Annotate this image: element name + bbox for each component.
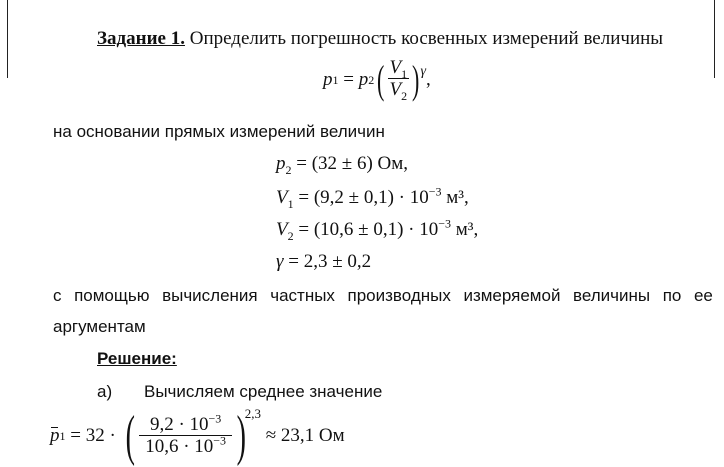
step-a-text: Вычисляем среднее значение [144, 382, 383, 401]
result-value: ≈ 23,1 Ом [260, 425, 345, 446]
method-word: величины [573, 286, 651, 305]
frac-num-sub: 1 [401, 66, 408, 81]
measurement-value: = (10,6 ± 0,1) · 10 [293, 219, 439, 240]
frac-den: V [389, 79, 402, 100]
measurement-unit: м³, [451, 219, 479, 240]
measurement-var: γ [276, 251, 284, 272]
formula-lhs: p [323, 68, 333, 90]
page-border-left [7, 0, 8, 78]
result-den: 10,6 · 10 [145, 435, 214, 457]
task-label: Задание 1. [97, 28, 185, 49]
measurement-var: p [276, 153, 286, 174]
result-right-paren: ) [236, 405, 247, 467]
step-a [97, 381, 382, 403]
result-left-paren: ( [125, 405, 135, 467]
result-equals: = 32 · [65, 425, 121, 446]
measurement-p2 [276, 153, 408, 175]
measurement-var: V [276, 219, 288, 240]
frac-den-sub: 2 [401, 88, 408, 103]
formula-rhs: p [358, 68, 369, 90]
method-word: с [53, 286, 62, 305]
measurement-value: = (32 ± 6) Ом, [291, 153, 409, 174]
measurement-sub: 1 [287, 196, 294, 211]
measurement-value: = (9,2 ± 0,1) · 10 [293, 187, 429, 208]
right-paren: ) [412, 56, 420, 102]
result-fraction [139, 411, 232, 458]
task-title [97, 28, 663, 50]
result-den-pow: −3 [213, 433, 227, 448]
task-text: Определить погрешность косвенных измерений величины [184, 28, 664, 49]
main-formula: p 1 = p 2 ( $\frac{V_1}{V_2}$ ) γ , [323, 56, 431, 103]
measurement-pow: −3 [438, 216, 452, 231]
method-text [53, 285, 713, 307]
left-paren: ( [377, 56, 385, 102]
measurement-sub: 2 [285, 162, 292, 177]
measurement-value: = 2,3 ± 0,2 [283, 251, 372, 272]
result-lhs: p [50, 425, 60, 446]
measurement-v2 [276, 216, 479, 243]
method-word: по [662, 286, 682, 305]
measurement-var: V [276, 187, 288, 208]
method-word: производных [347, 286, 451, 305]
method-word: измеряемой [463, 286, 561, 305]
page-border-right [714, 0, 715, 78]
solution-heading: Решение: [97, 349, 177, 368]
formula-exponent: γ [420, 63, 427, 79]
method-word: ее [693, 286, 713, 305]
formula-comma: , [426, 68, 431, 90]
result-formula: p 1 = 32 · ( $\frac{9,2 \cdot 10^{-3}}{10,6 \cdot 10^{-3}}$ ) 2,3 ≈ 23,1 Ом [50, 405, 345, 467]
step-a-label: а) [97, 382, 113, 401]
measurement-pow: −3 [428, 184, 442, 199]
method-text-end: аргументам [53, 317, 146, 336]
result-exponent: 2,3 [244, 406, 261, 421]
method-word: помощью [74, 286, 150, 305]
measurement-sub: 2 [287, 228, 294, 243]
intro-text: на основании прямых измерений величин [53, 122, 385, 141]
measurement-unit: м³, [441, 187, 469, 208]
method-word: вычисления [162, 286, 258, 305]
measurement-gamma [276, 251, 371, 273]
frac-num: V [389, 57, 402, 78]
formula-equals: = [338, 68, 359, 90]
result-num: 9,2 · 10 [149, 413, 209, 435]
volume-fraction [388, 58, 410, 101]
measurement-v1 [276, 184, 469, 211]
result-num-pow: −3 [208, 411, 222, 426]
method-word: частных [270, 286, 335, 305]
